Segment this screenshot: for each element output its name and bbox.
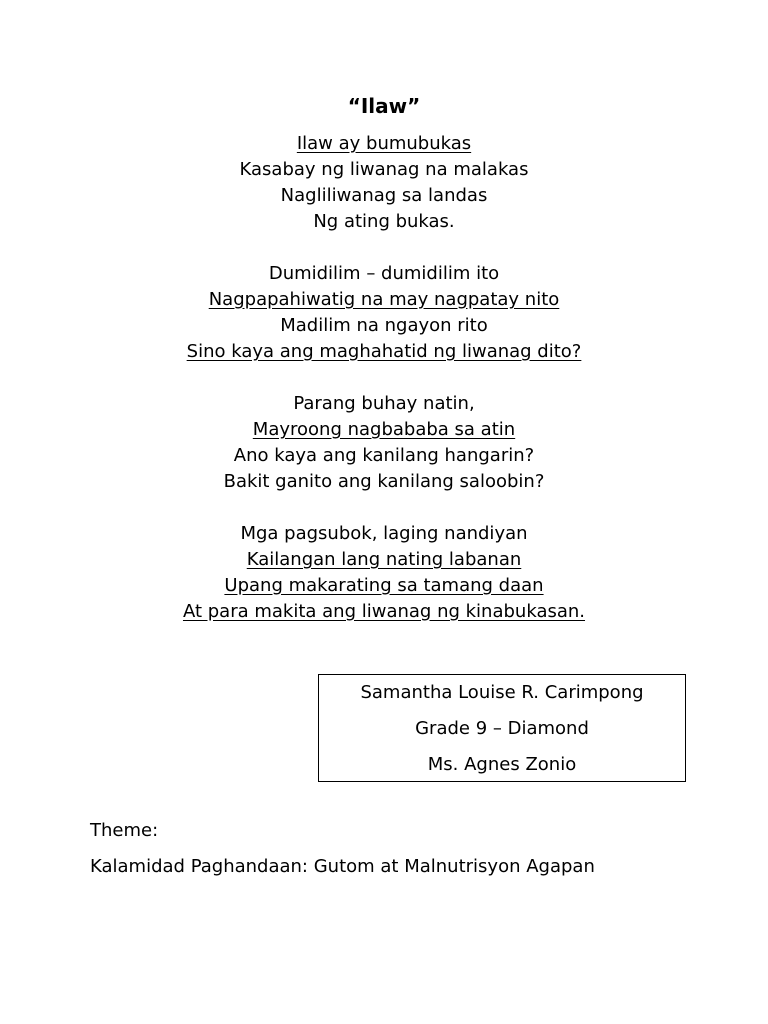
poem-body <box>0 131 768 651</box>
theme-text: Kalamidad Paghandaan: Gutom at Malnutrisyon Agapan <box>90 856 595 877</box>
poem-line-text: At para makita ang liwanag ng kinabukasan. <box>182 601 586 622</box>
poem-line <box>0 521 768 547</box>
stanza-3 <box>0 391 768 495</box>
poem-line <box>0 391 768 417</box>
poem-line <box>0 469 768 495</box>
poem-line-text: Ng ating bukas. <box>313 211 455 232</box>
author-info-box <box>318 674 686 782</box>
poem-line <box>0 547 768 573</box>
poem-line-text: Ilaw ay bumubukas <box>296 133 472 154</box>
poem-line <box>0 131 768 157</box>
poem-line-text: Nagpapahiwatig na may nagpatay nito <box>208 289 560 310</box>
poem-line <box>0 417 768 443</box>
stanza-4 <box>0 521 768 625</box>
poem-line <box>0 157 768 183</box>
poem-line-text: Dumidilim – dumidilim ito <box>268 263 500 284</box>
poem-line-text: Mayroong nagbababa sa atin <box>252 419 516 440</box>
poem-line-text: Parang buhay natin, <box>293 393 475 414</box>
poem-line <box>0 209 768 235</box>
stanza-2 <box>0 261 768 365</box>
poem-line <box>0 183 768 209</box>
poem-line-text: Bakit ganito ang kanilang saloobin? <box>223 471 545 492</box>
author-name: Samantha Louise R. Carimpong <box>360 682 644 703</box>
poem-line <box>0 339 768 365</box>
author-teacher: Ms. Agnes Zonio <box>427 754 577 775</box>
poem-line <box>0 443 768 469</box>
poem-line-text: Nagliliwanag sa landas <box>280 185 488 206</box>
poem-line <box>0 261 768 287</box>
poem-line-text: Kailangan lang nating labanan <box>246 549 522 570</box>
poem-line <box>0 599 768 625</box>
poem-line-text: Madilim na ngayon rito <box>280 315 488 336</box>
poem-line-text: Ano kaya ang kanilang hangarin? <box>233 445 535 466</box>
poem-line-text: Upang makarating sa tamang daan <box>224 575 544 596</box>
poem-line-text: Kasabay ng liwanag na malakas <box>239 159 529 180</box>
author-grade: Grade 9 – Diamond <box>415 718 589 739</box>
poem-line <box>0 573 768 599</box>
stanza-1 <box>0 131 768 235</box>
poem-line <box>0 287 768 313</box>
poem-line <box>0 313 768 339</box>
poem-title: “Ilaw” <box>347 94 421 118</box>
theme-label: Theme: <box>90 820 159 841</box>
poem-line-text: Sino kaya ang maghahatid ng liwanag dito? <box>186 341 582 362</box>
poem-line-text: Mga pagsubok, laging nandiyan <box>240 523 528 544</box>
